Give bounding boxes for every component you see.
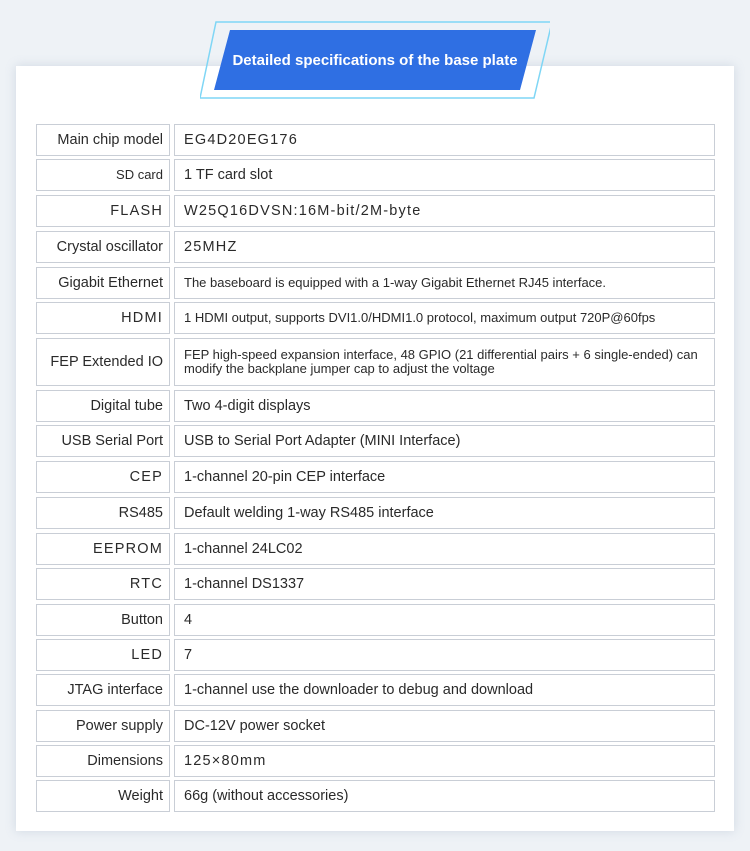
spec-value: 1-channel 24LC02: [174, 533, 715, 565]
spec-row-eeprom: [36, 533, 716, 565]
spec-row-main-chip: [36, 124, 716, 156]
spec-label: FEP Extended IO: [36, 338, 170, 386]
spec-value: 1 HDMI output, supports DVI1.0/HDMI1.0 protocol, maximum output 720P@60fps: [174, 302, 715, 334]
spec-row-jtag: [36, 674, 716, 706]
spec-row-rtc: [36, 568, 716, 600]
spec-row-dimensions: [36, 745, 716, 777]
spec-value: 25MHZ: [174, 231, 715, 263]
spec-label: Crystal oscillator: [36, 231, 170, 263]
spec-value: The baseboard is equipped with a 1-way Gigabit Ethernet RJ45 interface.: [174, 267, 715, 299]
spec-value: 1-channel 20-pin CEP interface: [174, 461, 715, 493]
spec-row-flash: [36, 195, 716, 227]
spec-value: 1-channel DS1337: [174, 568, 715, 600]
spec-label: FLASH: [36, 195, 170, 227]
spec-label: Gigabit Ethernet: [36, 267, 170, 299]
spec-label: Digital tube: [36, 390, 170, 422]
spec-row-rs485: [36, 497, 716, 529]
spec-value: EG4D20EG176: [174, 124, 715, 156]
title-banner: [200, 20, 550, 100]
spec-label: Dimensions: [36, 745, 170, 777]
spec-value: FEP high-speed expansion interface, 48 GPIO (21 differential pairs + 6 single-ended) can modify the backplane jumper cap to adjust the voltage: [174, 338, 715, 386]
spec-value: 7: [174, 639, 715, 671]
spec-label: EEPROM: [36, 533, 170, 565]
spec-row-sd-card: [36, 159, 716, 191]
spec-label: Power supply: [36, 710, 170, 742]
spec-row-led: [36, 639, 716, 671]
spec-value: USB to Serial Port Adapter (MINI Interface): [174, 425, 715, 457]
spec-label: Weight: [36, 780, 170, 812]
spec-row-digital-tube: [36, 390, 716, 422]
spec-row-hdmi: [36, 302, 716, 334]
spec-row-weight: [36, 780, 716, 812]
spec-row-ethernet: [36, 267, 716, 299]
spec-label: Main chip model: [36, 124, 170, 156]
spec-value: Default welding 1-way RS485 interface: [174, 497, 715, 529]
spec-row-fep: [36, 338, 716, 386]
spec-row-crystal: [36, 231, 716, 263]
spec-value: W25Q16DVSN:16M-bit/2M-byte: [174, 195, 715, 227]
spec-value: 1 TF card slot: [174, 159, 715, 191]
spec-value: DC-12V power socket: [174, 710, 715, 742]
spec-value: Two 4-digit displays: [174, 390, 715, 422]
spec-row-cep: [36, 461, 716, 493]
spec-row-usb-serial: [36, 425, 716, 457]
spec-value: 66g (without accessories): [174, 780, 715, 812]
spec-value: 1-channel use the downloader to debug and download: [174, 674, 715, 706]
spec-label: CEP: [36, 461, 170, 493]
spec-label: JTAG interface: [36, 674, 170, 706]
spec-value: 125×80mm: [174, 745, 715, 777]
spec-label: USB Serial Port: [36, 425, 170, 457]
page-title: Detailed specifications of the base plate: [232, 51, 518, 69]
spec-label: RTC: [36, 568, 170, 600]
spec-row-power: [36, 710, 716, 742]
spec-label: Button: [36, 604, 170, 636]
spec-label: RS485: [36, 497, 170, 529]
spec-row-button: [36, 604, 716, 636]
spec-label: SD card: [36, 159, 170, 191]
spec-label: LED: [36, 639, 170, 671]
spec-value: 4: [174, 604, 715, 636]
spec-label: HDMI: [36, 302, 170, 334]
